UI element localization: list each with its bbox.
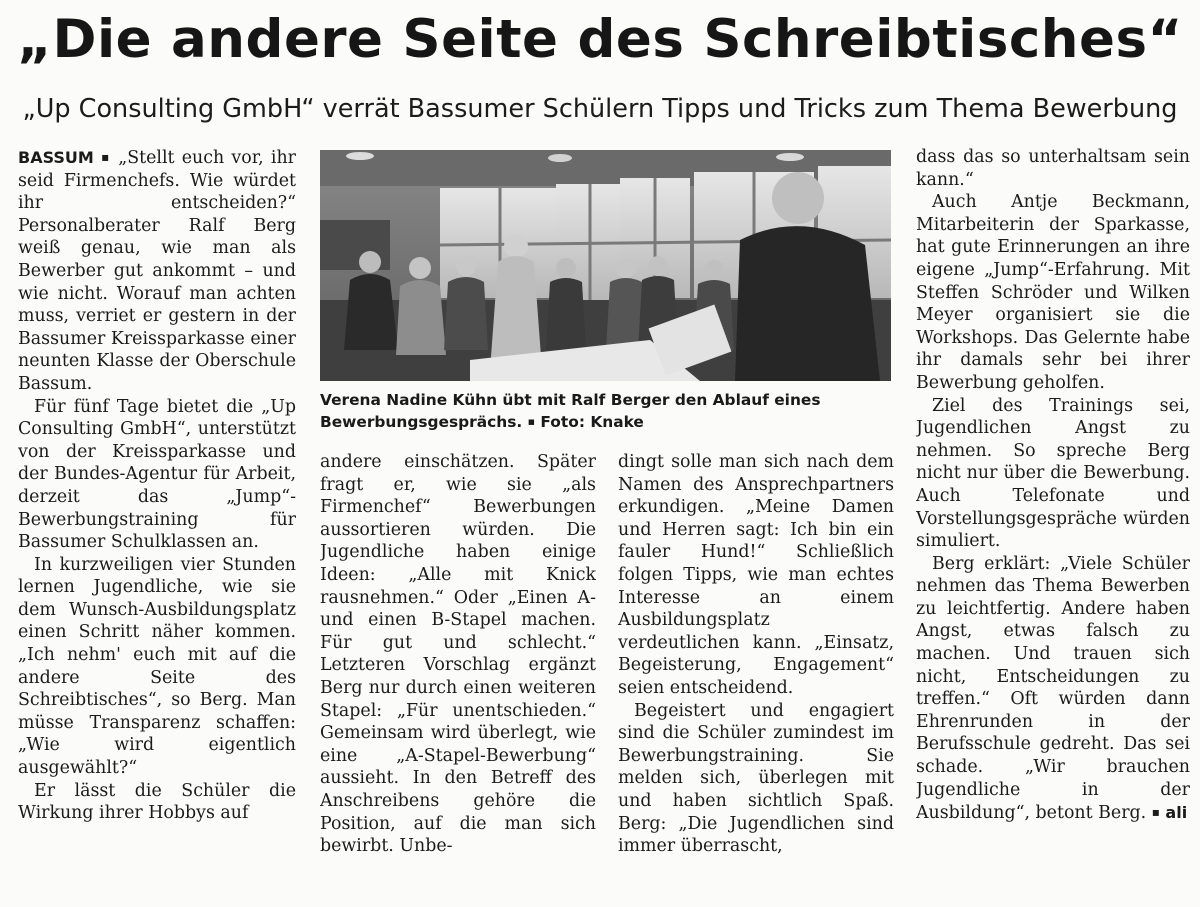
article-paragraph: Er lässt die Schüler die Wirkung ihrer Hobbys auf	[18, 780, 296, 824]
photo-illustration	[320, 150, 891, 381]
article-paragraph	[916, 553, 1190, 825]
dateline: BASSUM	[18, 148, 94, 167]
author-signature: ali	[1165, 803, 1188, 823]
dateline-bullet: ▪	[101, 150, 111, 164]
paragraph-text: „Stellt euch vor, ihr seid Firmenchefs. Wie würdet ihr entscheiden?“ Personalberater Ralf Berg weiß genau, wie man als Bewerber gut ankommt – und wie nicht. Worauf man achten muss, verriet er gestern in der Bassumer Kreissparkasse einer neunten Klasse der Oberschule Bassum.	[18, 148, 296, 394]
article-paragraph	[18, 146, 296, 396]
caption-text: Verena Nadine Kühn übt mit Ralf Berger den Ablauf eines Bewerbungsgesprächs.	[320, 391, 821, 431]
article-column-3	[618, 451, 894, 886]
article-column-4	[916, 146, 1190, 886]
caption-bullet: ▪	[527, 415, 536, 428]
photo-caption	[320, 390, 891, 433]
paragraph-text: Berg erklärt: „Viele Schüler nehmen das Thema Bewerben zu leichtfertig. Andere haben Angst, etwas falsch zu machen. Und trauen sich nicht, Entscheidungen zu treffen.“ Oft würden dann Ehrenrunden in der Berufsschule gedreht. Das sei schade. „Wir brauchen Jugendliche in der Ausbildung“, betont Berg.	[916, 553, 1190, 824]
article-paragraph: andere einschätzen. Später fragt er, wie sie „als Firmenchef“ Bewerbungen aussortieren würden. Die Jugendliche haben einige Ideen: „Alle mit Knick rausnehmen.“ Oder „Einen A- und einen B-Stapel machen. Für gut und schlecht.“ Letzteren Vorschlag ergänzt Berg nur durch einen weiteren Stapel: „Für unentschieden.“ Gemeinsam wird überlegt, wie eine „A-Stapel-Bewerbung“ aussieht. In den Betreff des Anschreibens gehöre die Position, auf die man sich bewirbt. Unbe-	[320, 452, 596, 857]
article-paragraph: dass das so unterhaltsam sein kann.“	[916, 147, 1190, 190]
article-paragraph: In kurzweiligen vier Stunden lernen Jugendliche, wie sie dem Wunsch-Ausbildungsplatz einen Schritt näher kommen. „Ich nehm' euch mit auf die andere Seite des Schreibtisches“, so Berg. Man müsse Transparenz schaffen: „Wie wird eigentlich ausgewählt?“	[18, 554, 296, 779]
article-photo	[320, 150, 891, 381]
article-paragraph: Begeistert und engagiert sind die Schüler zumindest im Bewerbungstraining. Sie melden sich, überlegen mit und haben sichtlich Spaß. Berg: „Die Jugendlichen sind immer überrascht,	[618, 700, 894, 857]
article-paragraph: Auch Antje Beckmann, Mitarbeiterin der Sparkasse, hat gute Erinnerungen an ihre eigene „Jump“-Erfahrung. Mit Steffen Schröder und Wilken Meyer organisiert sie die Workshops. Das Gelernte habe ihr damals sehr bei ihrer Bewerbung geholfen.	[916, 192, 1190, 393]
article-paragraph: Für fünf Tage bietet die „Up Consulting GmbH“, unterstützt von der Kreissparkasse und der Bundes-Agentur für Arbeit, derzeit das „Jump“-Bewerbungstraining für Bassumer Schulklassen an.	[18, 396, 296, 553]
article-column-2	[320, 451, 596, 886]
signature-bullet: ▪	[1151, 805, 1160, 820]
headline: „Die andere Seite des Schreibtisches“	[17, 9, 1183, 70]
photo-credit: Foto: Knake	[540, 413, 644, 431]
subheadline: „Up Consulting GmbH“ verrät Bassumer Schülern Tipps und Tricks zum Thema Bewerbung	[22, 94, 1178, 124]
article-paragraph: Ziel des Trainings sei, Jugendlichen Angst zu nehmen. So spreche Berg nicht nur über die Bewerbung. Auch Telefonate und Vorstellungsgespräche würden simuliert.	[916, 395, 1190, 552]
article-column-1	[18, 146, 296, 886]
article-paragraph: dingt solle man sich nach dem Namen des Ansprechpartners erkundigen. „Meine Damen und Herren sagt: Ich bin ein fauler Hund!“ Schließlich folgen Tipps, wie man echtes Interesse an einem Ausbildungsplatz verdeutlichen kann. „Einsatz, Begeisterung, Engagement“ seien entscheidend.	[618, 452, 894, 698]
